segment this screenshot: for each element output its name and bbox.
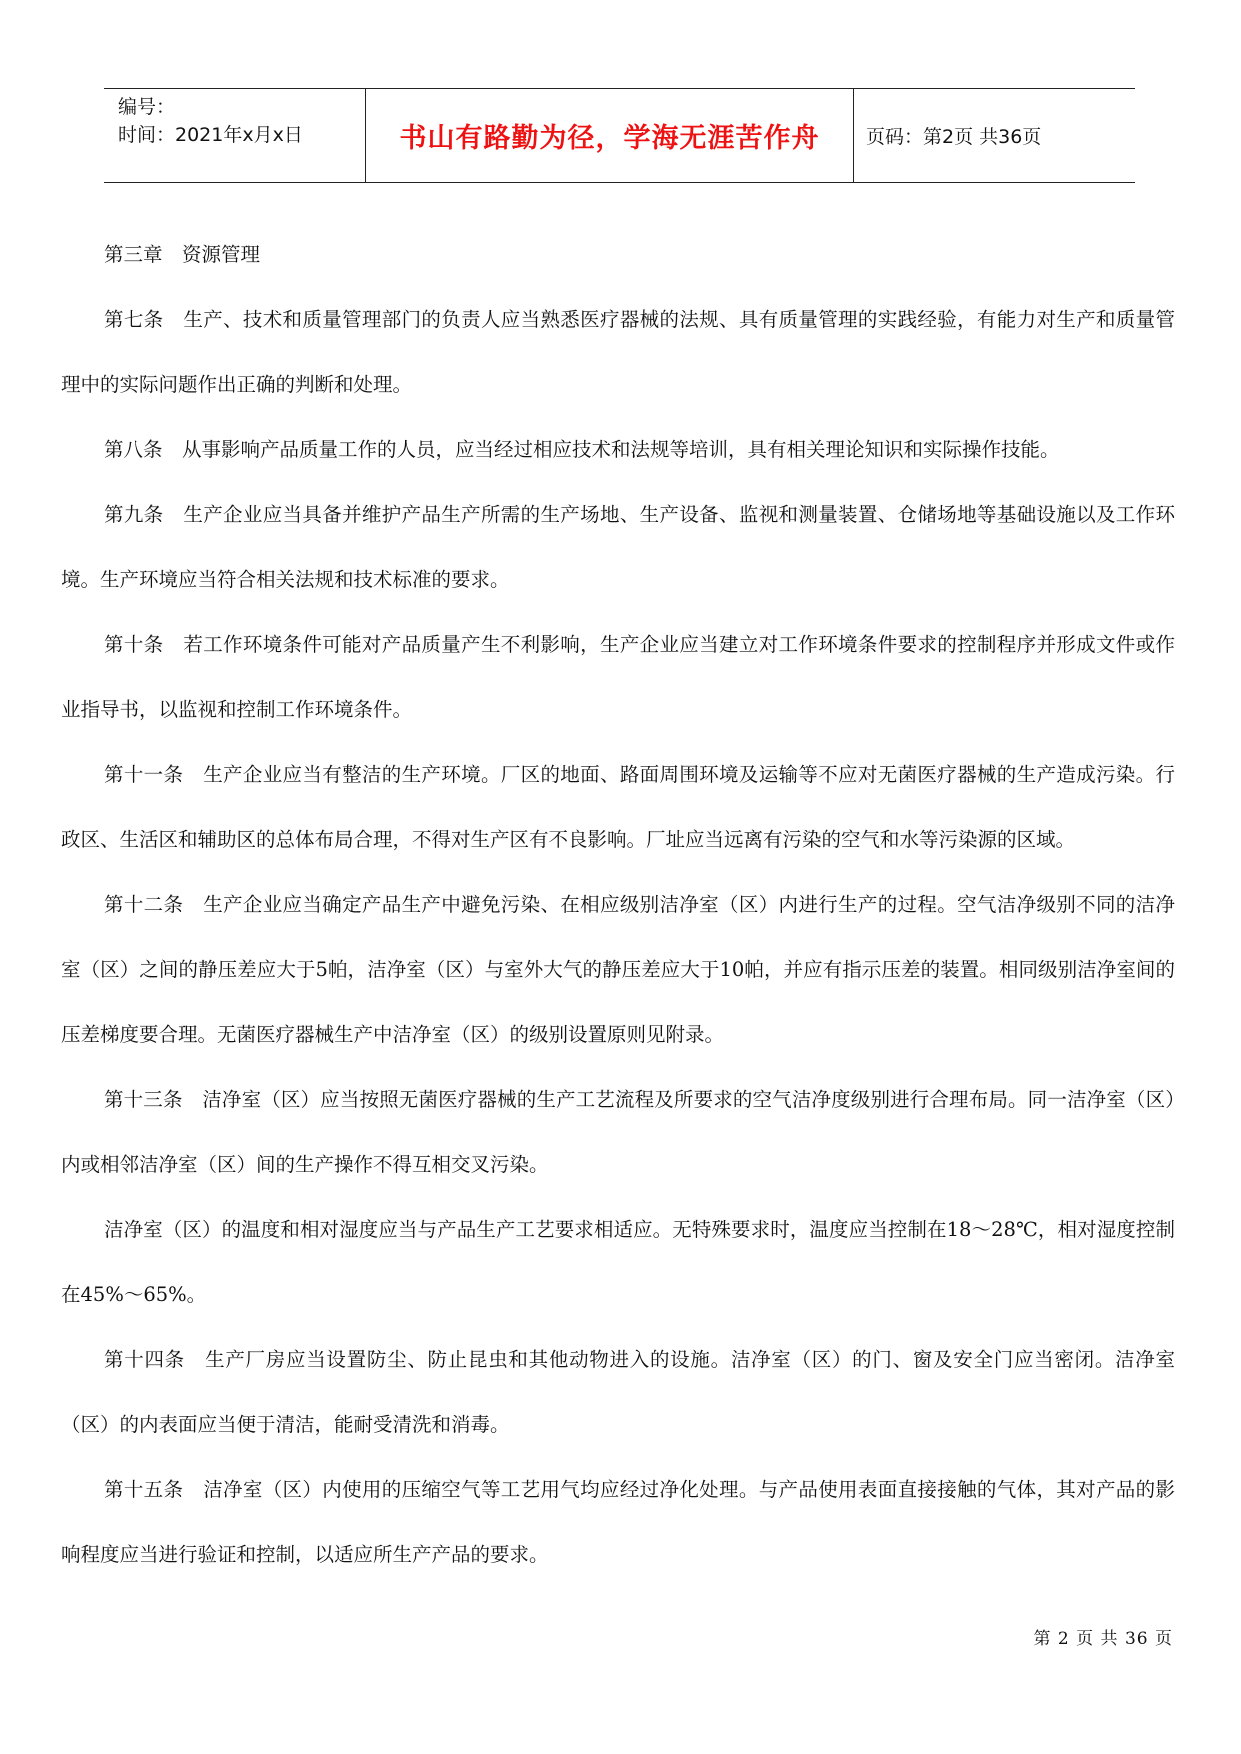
article-10: 第十条 若工作环境条件可能对产品质量产生不利影响，生产企业应当建立对工作环境条件要求的控制程序并形成文件或作业指导书，以监视和控制工作环境条件。	[61, 633, 1175, 721]
article-12: 第十二条 生产企业应当确定产品生产中避免污染、在相应级别洁净室（区）内进行生产的过程。空气洁净级别不同的洁净室（区）之间的静压差应大于5帕，洁净室（区）与室外大气的静压差应大于10帕，并应有指示压差的装置。相同级别洁净室间的压差梯度要合理。无菌医疗器械生产中洁净室（区）的级别设置原则见附录。	[61, 893, 1175, 1046]
article-8: 第八条 从事影响产品质量工作的人员，应当经过相应技术和法规等培训，具有相关理论知识和实际操作技能。	[104, 438, 1060, 461]
document-time-label: 时间：2021年x月x日	[118, 124, 303, 146]
header-meta	[104, 89, 366, 182]
article-13-continued: 洁净室（区）的温度和相对湿度应当与产品生产工艺要求相适应。无特殊要求时，温度应当控制在18～28℃，相对湿度控制在45%～65%。	[61, 1218, 1175, 1306]
article-14: 第十四条 生产厂房应当设置防尘、防止昆虫和其他动物进入的设施。洁净室（区）的门、窗及安全门应当密闭。洁净室（区）的内表面应当便于清洁，能耐受清洗和消毒。	[61, 1348, 1175, 1436]
article-13: 第十三条 洁净室（区）应当按照无菌医疗器械的生产工艺流程及所要求的空气洁净度级别进行合理布局。同一洁净室（区）内或相邻洁净室（区）间的生产操作不得互相交叉污染。	[61, 1088, 1175, 1176]
article-15: 第十五条 洁净室（区）内使用的压缩空气等工艺用气均应经过净化处理。与产品使用表面直接接触的气体，其对产品的影响程度应当进行验证和控制，以适应所生产产品的要求。	[61, 1478, 1175, 1566]
page-footer: 第 2 页 共 36 页	[1033, 1629, 1173, 1649]
article-7: 第七条 生产、技术和质量管理部门的负责人应当熟悉医疗器械的法规、具有质量管理的实践经验，有能力对生产和质量管理中的实际问题作出正确的判断和处理。	[61, 308, 1175, 396]
document-body	[61, 222, 1175, 1587]
article-11: 第十一条 生产企业应当有整洁的生产环境。厂区的地面、路面周围环境及运输等不应对无菌医疗器械的生产造成污染。行政区、生活区和辅助区的总体布局合理，不得对生产区有不良影响。厂址应当远离有污染的空气和水等污染源的区域。	[61, 763, 1175, 851]
chapter-title: 第三章 资源管理	[104, 243, 261, 266]
header-page-label: 页码：第2页 共36页	[866, 126, 1042, 148]
article-9: 第九条 生产企业应当具备并维护产品生产所需的生产场地、生产设备、监视和测量装置、仓储场地等基础设施以及工作环境。生产环境应当符合相关法规和技术标准的要求。	[61, 503, 1175, 591]
page-header	[104, 88, 1135, 183]
header-motto: 书山有路勤为径，学海无涯苦作舟	[366, 89, 854, 182]
document-number-label: 编号：	[118, 96, 176, 118]
